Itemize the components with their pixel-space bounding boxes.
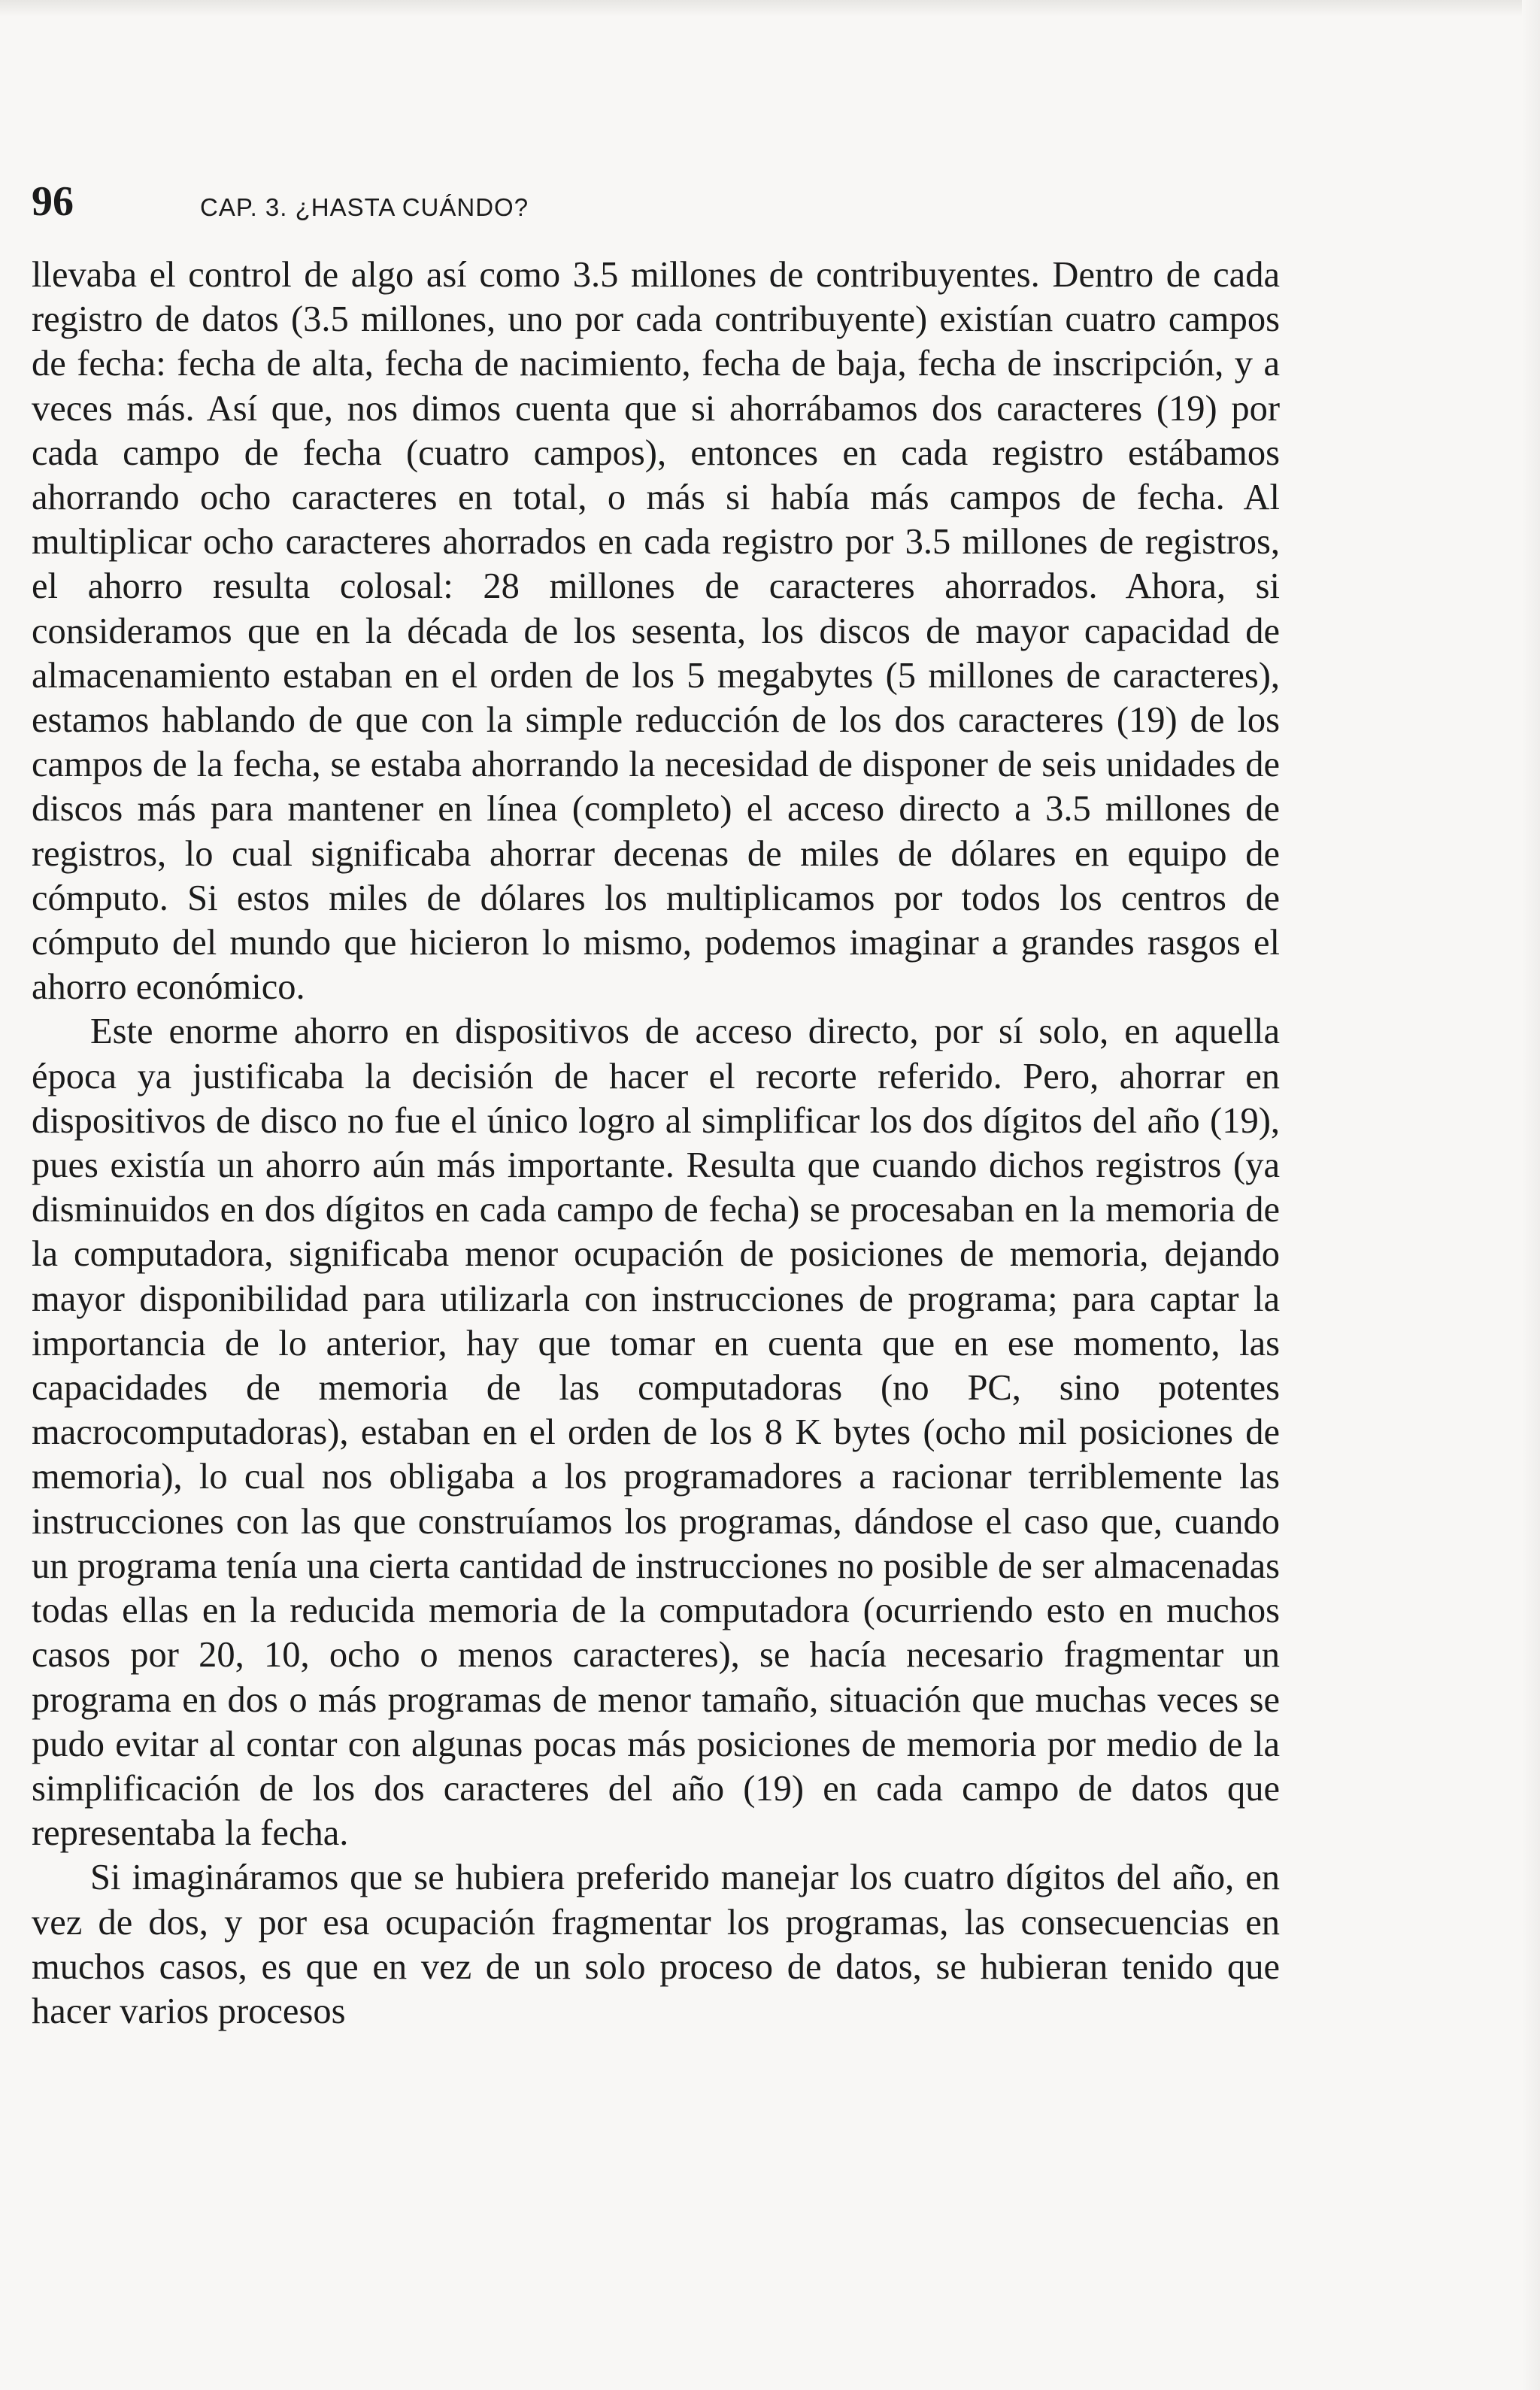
paragraph-3: Si imagináramos que se hubiera preferido manejar los cuatro dígitos del año, en vez de dos, y por esa ocupación fragmentar los programas, las consecuencias en muchos casos, es que en vez de un solo proceso de datos, se hubieran tenido que hacer varios procesos: [32, 1858, 1280, 2031]
body-text: [32, 253, 1280, 2034]
paragraph-1: llevaba el control de algo así como 3.5 millones de contribuyentes. Dentro de cada registro de datos (3.5 millones, uno por cada contribuyente) existían cuatro campos de fecha: fecha de alta, fecha de nacimiento, fecha de baja, fecha de inscripción, y a veces más. Así que, nos dimos cuenta que si ahorrábamos dos caracteres (19) por cada campo de fecha (cuatro campos), entonces en cada registro estábamos ahorrando ocho caracteres en total, o más si había más campos de fecha. Al multiplicar ocho caracteres ahorrados en cada registro por 3.5 millones de registros, el ahorro resulta colosal: 28 millones de caracteres ahorrados. Ahora, si consideramos que en la década de los sesenta, los discos de mayor capacidad de almacenamiento estaban en el orden de los 5 megabytes (5 millones de caracteres), estamos hablando de que con la simple reducción de los dos caracteres (19) de los campos de la fecha, se estaba ahorrando la necesidad de disponer de seis unidades de discos más para mantener en línea (completo) el acceso directo a 3.5 millones de registros, lo cual significaba ahorrar decenas de miles de dólares en equipo de cómputo. Si estos miles de dólares los multiplicamos por todos los centros de cómputo del mundo que hicieron lo mismo, podemos imaginar a grandes rasgos el ahorro económico.: [32, 255, 1280, 1008]
page-number: 96: [32, 178, 74, 225]
scan-shadow-right: [1522, 0, 1540, 2390]
paragraph-2: Este enorme ahorro en dispositivos de acceso directo, por sí solo, en aquella época ya justificaba la decisión de hacer el recorte referido. Pero, ahorrar en dispositivos de disco no fue el único logro al simplificar los dos dígitos del año (19), pues existía un ahorro aún más importante. Resulta que cuando dichos registros (ya disminuidos en dos dígitos en cada campo de fecha) se procesaban en la memoria de la computadora, significaba menor ocupación de posiciones de memoria, dejando mayor disponibilidad para utilizarla con instrucciones de programa; para captar la importancia de lo anterior, hay que tomar en cuenta que en ese momento, las capacidades de memoria de las computadoras (no PC, sino potentes macrocomputadoras), estaban en el orden de los 8 K bytes (ocho mil posiciones de memoria), lo cual nos obligaba a los programadores a racionar terriblemente las instrucciones con las que construíamos los programas, dándose el caso que, cuando un programa tenía una cierta cantidad de instrucciones no posible de ser almacenadas todas ellas en la reducida memoria de la computadora (ocurriendo esto en muchos casos por 20, 10, ocho o menos caracteres), se hacía necesario fragmentar un programa en dos o más programas de menor tamaño, situación que muchas veces se pudo evitar al contar con algunas pocas más posiciones de memoria por medio de la simplificación de los dos caracteres del año (19) en cada campo de datos que representaba la fecha.: [32, 1012, 1280, 1854]
page-header: [32, 171, 1280, 232]
running-head: CAP. 3. ¿HASTA CUÁNDO?: [200, 193, 529, 221]
scan-shadow-top: [0, 0, 1540, 17]
